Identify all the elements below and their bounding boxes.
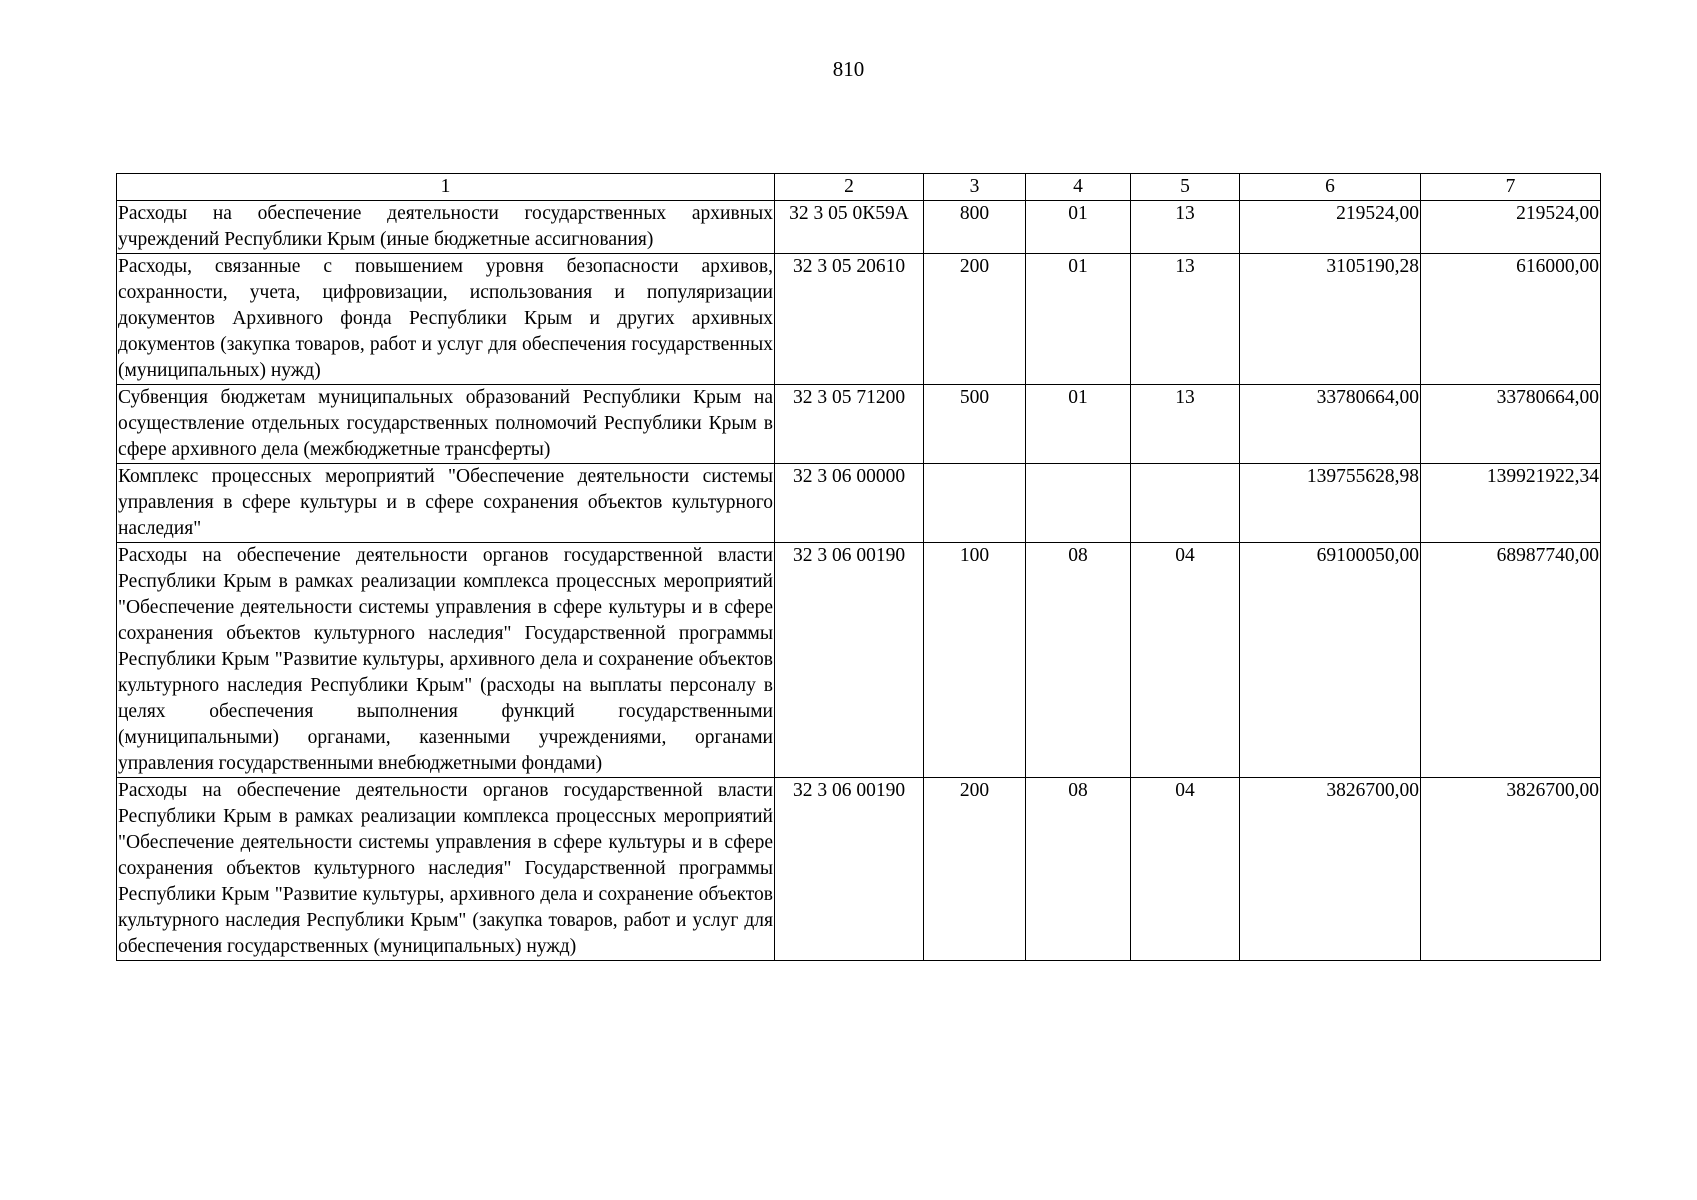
row-description: Расходы на обеспечение деятельности органов государственной власти Республики Крым в рамках реализации комплекса процессных мероприятий "Обеспечение деятельности системы управления в сфере культуры и в сфере сохранения объектов культурного наследия" Государственной программы Республики Крым "Развитие культуры, архивного дела и сохранение объектов культурного наследия Республики Крым" (закупка товаров, работ и услуг для обеспечения государственных (муниципальных) нужд): [117, 778, 775, 961]
column-header-7: 7: [1421, 174, 1601, 201]
column-header-5: 5: [1131, 174, 1240, 201]
row-description: Расходы на обеспечение деятельности органов государственной власти Республики Крым в рамках реализации комплекса процессных мероприятий "Обеспечение деятельности системы управления в сфере культуры и в сфере сохранения объектов культурного наследия" Государственной программы Республики Крым "Развитие культуры, архивного дела и сохранение объектов культурного наследия Республики Крым" (расходы на выплаты персоналу в целях обеспечения выполнения функций государственными (муниципальными) органами, казенными учреждениями, органами управления государственными внебюджетными фондами): [117, 543, 775, 778]
row-amount-col6: 219524,00: [1240, 201, 1421, 254]
row-subsection-code: 13: [1131, 201, 1240, 254]
row-section-code: 01: [1026, 201, 1131, 254]
row-expense-type-code: 200: [924, 254, 1026, 385]
row-subsection-code: 13: [1131, 254, 1240, 385]
row-section-code: 01: [1026, 254, 1131, 385]
row-expense-type-code: 800: [924, 201, 1026, 254]
row-target-article-code: 32 3 05 20610: [775, 254, 924, 385]
row-amount-col6: 33780664,00: [1240, 385, 1421, 464]
row-amount-col6: 3105190,28: [1240, 254, 1421, 385]
row-expense-type-code: 500: [924, 385, 1026, 464]
table-row: [117, 543, 1601, 778]
row-target-article-code: 32 3 06 00190: [775, 543, 924, 778]
row-description: Субвенция бюджетам муниципальных образований Республики Крым на осуществление отдельных государственных полномочий Республики Крым в сфере архивного дела (межбюджетные трансферты): [117, 385, 775, 464]
column-header-2: 2: [775, 174, 924, 201]
row-amount-col6: 3826700,00: [1240, 778, 1421, 961]
budget-table: [116, 173, 1601, 961]
row-subsection-code: 04: [1131, 778, 1240, 961]
row-target-article-code: 32 3 05 71200: [775, 385, 924, 464]
row-amount-col7: 139921922,34: [1421, 464, 1601, 543]
row-amount-col6: 139755628,98: [1240, 464, 1421, 543]
row-section-code: 08: [1026, 543, 1131, 778]
row-target-article-code: 32 3 06 00000: [775, 464, 924, 543]
row-amount-col7: 616000,00: [1421, 254, 1601, 385]
row-section-code: 01: [1026, 385, 1131, 464]
row-expense-type-code: 200: [924, 778, 1026, 961]
row-subsection-code: 04: [1131, 543, 1240, 778]
column-header-1: 1: [117, 174, 775, 201]
row-expense-type-code: 100: [924, 543, 1026, 778]
table-row: [117, 201, 1601, 254]
row-target-article-code: 32 3 05 0К59А: [775, 201, 924, 254]
column-header-3: 3: [924, 174, 1026, 201]
row-amount-col7: 33780664,00: [1421, 385, 1601, 464]
table-row: [117, 464, 1601, 543]
row-expense-type-code: [924, 464, 1026, 543]
row-amount-col6: 69100050,00: [1240, 543, 1421, 778]
row-description: Расходы, связанные с повышением уровня безопасности архивов, сохранности, учета, цифровизации, использования и популяризации документов Архивного фонда Республики Крым и других архивных документов (закупка товаров, работ и услуг для обеспечения государственных (муниципальных) нужд): [117, 254, 775, 385]
row-section-code: [1026, 464, 1131, 543]
row-section-code: 08: [1026, 778, 1131, 961]
row-description: Расходы на обеспечение деятельности государственных архивных учреждений Республики Крым (иные бюджетные ассигнования): [117, 201, 775, 254]
column-header-6: 6: [1240, 174, 1421, 201]
row-amount-col7: 219524,00: [1421, 201, 1601, 254]
row-amount-col7: 3826700,00: [1421, 778, 1601, 961]
row-subsection-code: [1131, 464, 1240, 543]
table-row: [117, 254, 1601, 385]
table-row: [117, 385, 1601, 464]
row-description: Комплекс процессных мероприятий "Обеспечение деятельности системы управления в сфере культуры и в сфере сохранения объектов культурного наследия": [117, 464, 775, 543]
page-number: 810: [832, 57, 865, 81]
row-subsection-code: 13: [1131, 385, 1240, 464]
row-amount-col7: 68987740,00: [1421, 543, 1601, 778]
row-target-article-code: 32 3 06 00190: [775, 778, 924, 961]
header-row: [117, 174, 1601, 201]
table-row: [117, 778, 1601, 961]
column-header-4: 4: [1026, 174, 1131, 201]
